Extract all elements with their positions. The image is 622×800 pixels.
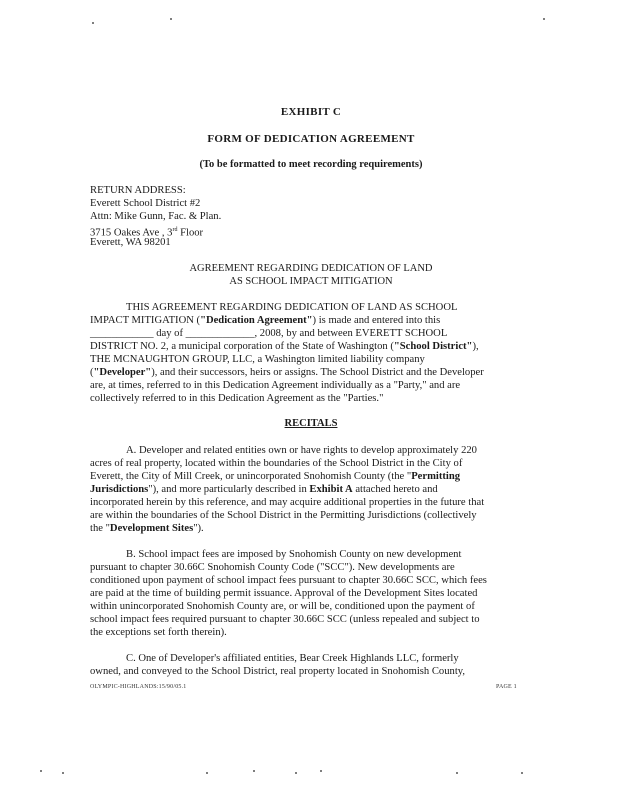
recital-c-line: C. One of Developer's affiliated entities, Bear Creek Highlands LLC, formerly — [126, 653, 459, 664]
intro-line: THIS AGREEMENT REGARDING DEDICATION OF LAND AS SCHOOL — [126, 302, 458, 313]
intro-line: ("Developer"), and their successors, heirs or assigns. The School District and the Developer — [90, 367, 484, 378]
footer-docid: OLYMPIC-HIGHLANDS:15/90/05.1 — [90, 684, 187, 690]
scan-speck — [92, 22, 94, 24]
intro-line: IMPACT MITIGATION ("Dedication Agreement") is made and entered into this — [90, 315, 441, 326]
recital-b-line: within unincorporated Snohomish County are, or will be, conditioned upon the payment of — [90, 601, 475, 612]
recital-b-line: school impact fees required pursuant to chapter 30.66C SCC (unless repealed and subject to — [90, 614, 480, 625]
intro-line: DISTRICT NO. 2, a municipal corporation of the State of Washington ("School District"), — [90, 341, 479, 352]
form-title: FORM OF DEDICATION AGREEMENT — [207, 133, 415, 145]
intro-line: THE MCNAUGHTON GROUP, LLC, a Washington limited liability company — [90, 354, 425, 365]
agreement-title-line: AS SCHOOL IMPACT MITIGATION — [229, 276, 393, 287]
scan-speck — [62, 772, 64, 774]
scan-speck — [206, 772, 208, 774]
recital-c-line: owned, and conveyed to the School District, real property located in Snohomish County, — [90, 666, 466, 677]
recital-a-line: Jurisdictions"), and more particularly described in Exhibit A attached hereto and — [90, 484, 438, 495]
recital-a-line: acres of real property, located within the boundaries of the School District in the City of — [90, 458, 463, 469]
recitals-heading: RECITALS — [284, 418, 338, 429]
intro-line: are, at times, referred to in this Dedication Agreement individually as a "Party," and are — [90, 380, 461, 391]
scan-speck — [456, 772, 458, 774]
return-address-line: Attn: Mike Gunn, Fac. & Plan. — [90, 211, 222, 222]
recital-b-line: the exceptions set forth therein). — [90, 627, 227, 638]
format-note: (To be formatted to meet recording requirements) — [199, 159, 423, 170]
scan-speck — [170, 18, 172, 20]
recital-a-line: A. Developer and related entities own or have rights to develop approximately 220 — [126, 445, 477, 456]
return-address-line: 3715 Oakes Ave , 3rd Floor — [90, 227, 204, 239]
recital-b-line: conditioned upon payment of school impact fees pursuant to chapter 30.66C SCC, which fees — [90, 575, 487, 586]
agreement-title-line: AGREEMENT REGARDING DEDICATION OF LAND — [189, 263, 433, 274]
intro-line: collectively referred to in this Dedication Agreement as the "Parties." — [90, 393, 384, 404]
recital-a-line: incorporated herein by this reference, and may acquire additional properties in the future that — [90, 497, 485, 508]
exhibit-heading: EXHIBIT C — [280, 106, 342, 118]
return-address-line: Everett School District #2 — [90, 198, 201, 209]
recital-a-line: the "Development Sites"). — [90, 523, 204, 534]
recital-b-line: pursuant to chapter 30.66C Snohomish County Code ("SCC"). New developments are — [90, 562, 455, 573]
intro-line: ____________ day of _____________, 2008, by and between EVERETT SCHOOL — [90, 328, 448, 339]
scan-speck — [40, 770, 42, 772]
recital-b-line: are paid at the time of building permit issuance. Approval of the Development Sites located — [90, 588, 478, 599]
recital-a-line: are within the boundaries of the School District in the Permitting Jurisdictions (collectively — [90, 510, 477, 521]
scan-speck — [295, 772, 297, 774]
recital-a-line: Everett, the City of Mill Creek, or unincorporated Snohomish County (the "Permitting — [90, 471, 461, 482]
scan-speck — [253, 770, 255, 772]
scan-speck — [543, 18, 545, 20]
footer-page-number: PAGE 1 — [496, 684, 517, 690]
scan-speck — [320, 770, 322, 772]
scan-speck — [521, 772, 523, 774]
recital-b-line: B. School impact fees are imposed by Snohomish County on new development — [126, 549, 462, 560]
return-address-line: Everett, WA 98201 — [90, 237, 171, 248]
return-address-heading: RETURN ADDRESS: — [90, 185, 186, 196]
